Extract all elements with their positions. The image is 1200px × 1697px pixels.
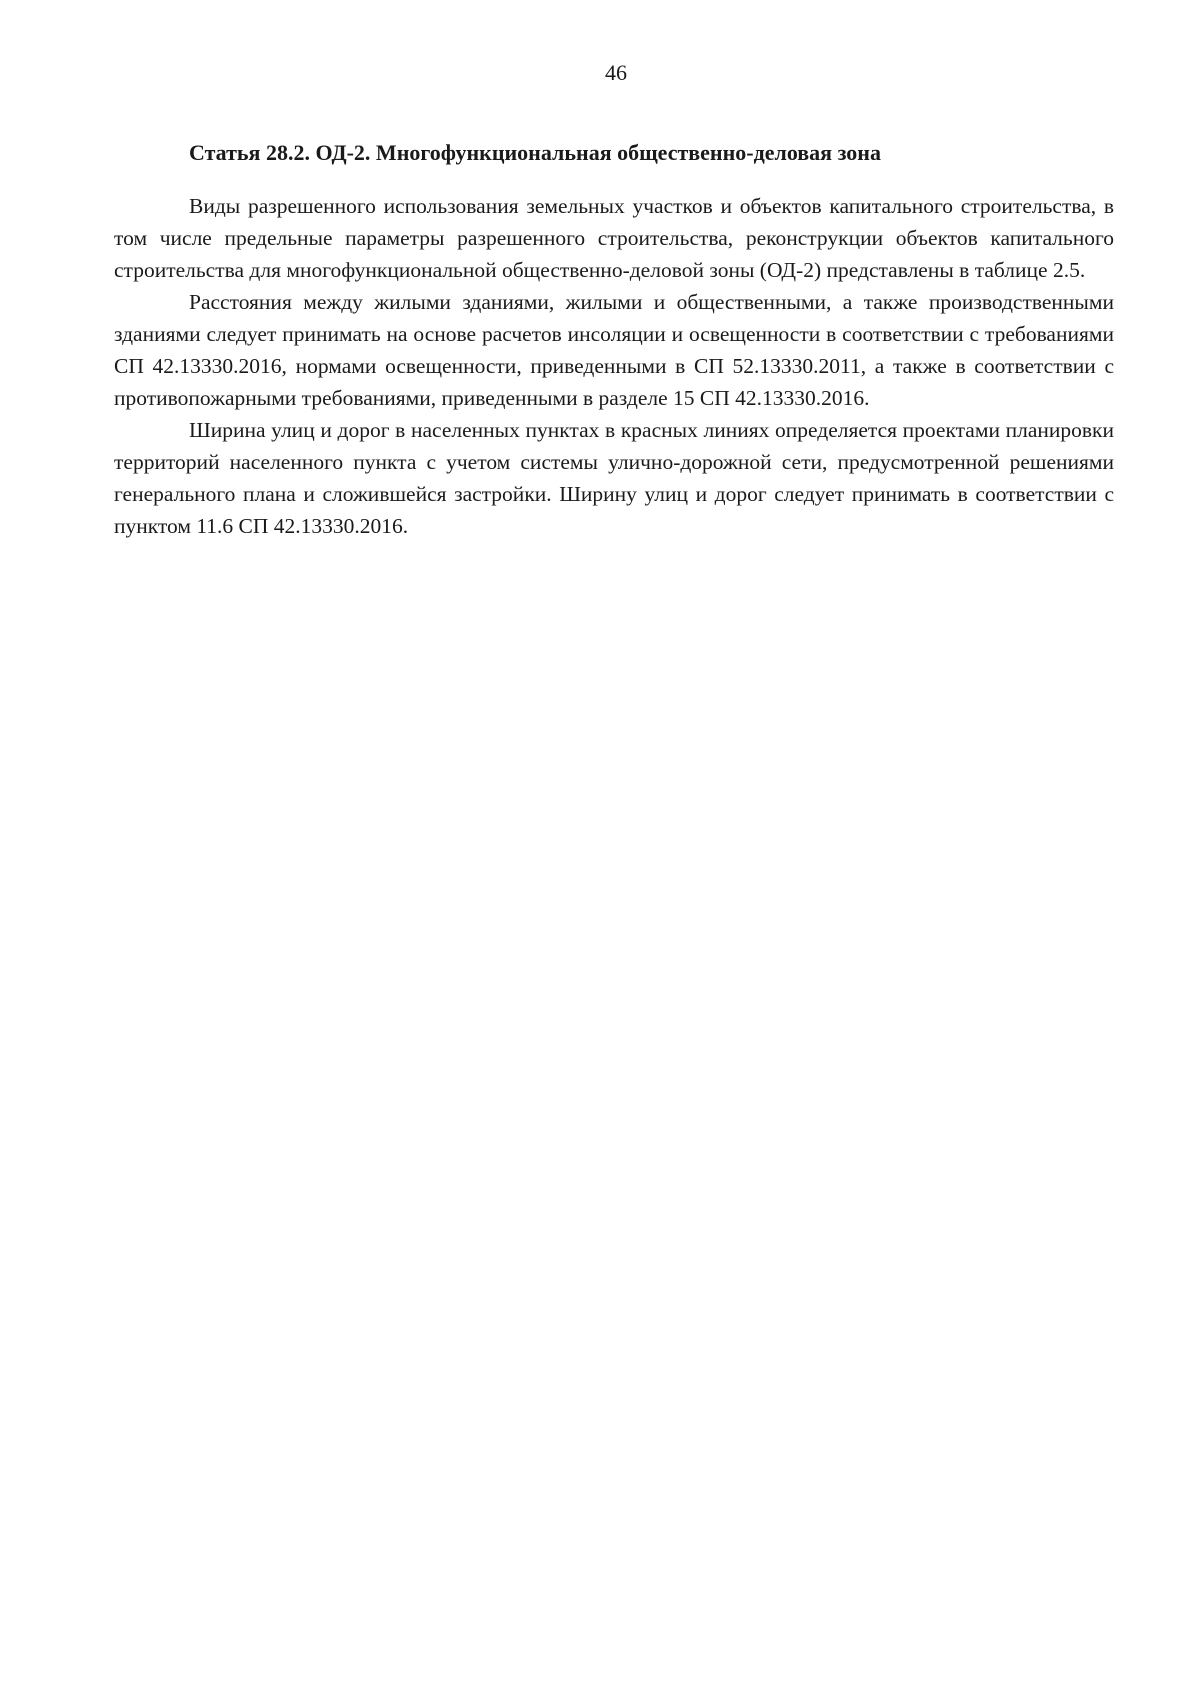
page-content [114,138,1114,542]
paragraph-street-width: Ширина улиц и дорог в населенных пунктах в красных линиях определяется проектами планировки территорий населенного пункта с учетом системы улично-дорожной сети, предусмотренной решениями генерального плана и сложившейся застройки. Ширину улиц и дорог следует принимать в соответствии с пунктом 11.6 СП 42.13330.2016. [114,418,1114,538]
paragraph-land-use: Виды разрешенного использования земельных участков и объектов капитального строительства, в том числе предельные параметры разрешенного строительства, реконструкции объектов капитального строительства для многофункциональной общественно-деловой зоны (ОД-2) представлены в таблице 2.5. [114,194,1114,282]
paragraph-building-distances: Расстояния между жилыми зданиями, жилыми и общественными, а также производственными зданиями следует принимать на основе расчетов инсоляции и освещенности в соответствии с требованиями СП 42.13330.2016, нормами освещенности, приведенными в СП 52.13330.2011, а также в соответствии с противопожарными требованиями, приведенными в разделе 15 СП 42.13330.2016. [114,290,1114,410]
article-heading: Статья 28.2. ОД-2. Многофункциональная общественно-деловая зона [189,140,881,165]
page-number: 46 [605,60,627,85]
